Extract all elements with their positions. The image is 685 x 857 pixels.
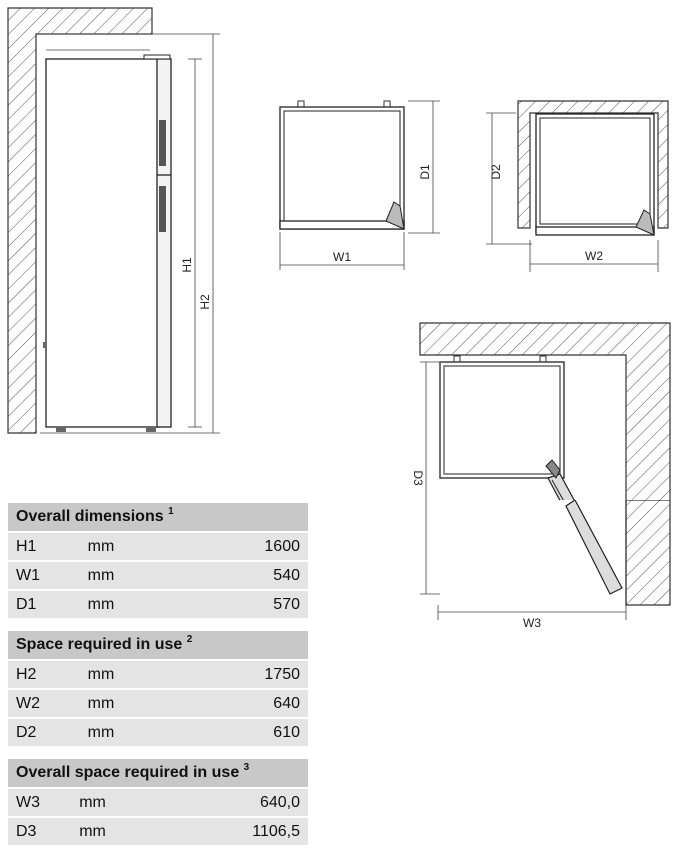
row-label: W1 — [8, 561, 80, 590]
fridge-door-side — [157, 59, 171, 427]
row-value: 1106,5 — [207, 817, 308, 846]
overall-space-table — [8, 759, 308, 847]
table-row — [8, 788, 308, 817]
row-label: W3 — [8, 788, 71, 817]
row-label: D3 — [8, 817, 71, 846]
row-value: 540 — [216, 561, 308, 590]
row-label: W2 — [8, 689, 80, 718]
footnote-marker: 2 — [186, 634, 193, 645]
row-value: 570 — [216, 590, 308, 619]
table-title: Overall dimensions — [16, 508, 164, 525]
footnote-marker: 3 — [243, 762, 250, 773]
table-row — [8, 660, 308, 689]
footnote-marker: 1 — [168, 506, 174, 517]
row-value: 610 — [216, 718, 308, 747]
row-value: 1600 — [216, 532, 308, 561]
row-unit: mm — [71, 817, 207, 846]
top-view-1 — [280, 101, 440, 270]
row-label: D1 — [8, 590, 80, 619]
row-unit: mm — [80, 561, 216, 590]
row-unit: mm — [80, 590, 216, 619]
row-value: 1750 — [216, 660, 308, 689]
table-row — [8, 718, 308, 747]
table-row — [8, 561, 308, 590]
label-D2: D2 — [489, 164, 503, 180]
table-title: Overall space required in use — [16, 764, 240, 781]
row-unit: mm — [80, 660, 216, 689]
table-row — [8, 590, 308, 619]
top-handle — [159, 120, 166, 166]
table-header — [8, 631, 308, 660]
label-H1: H1 — [180, 257, 194, 273]
row-label: H1 — [8, 532, 80, 561]
fridge-body-top — [280, 107, 404, 229]
row-unit: mm — [71, 788, 207, 817]
label-D3: D3 — [411, 470, 425, 486]
label-W3: W3 — [523, 616, 541, 630]
label-W2: W2 — [585, 249, 603, 263]
table-title: Space required in use — [16, 636, 183, 653]
row-value: 640,0 — [207, 788, 308, 817]
row-label: D2 — [8, 718, 80, 747]
label-H2: H2 — [198, 294, 212, 310]
row-unit: mm — [80, 532, 216, 561]
label-D1: D1 — [418, 164, 432, 180]
row-unit: mm — [80, 718, 216, 747]
fridge-body — [46, 59, 160, 427]
top-view-2 — [486, 101, 668, 272]
bottom-handle — [159, 186, 166, 232]
space-required-table — [8, 631, 308, 748]
label-W1: W1 — [333, 250, 351, 264]
fridge-body-corner — [440, 362, 564, 478]
row-unit: mm — [80, 689, 216, 718]
table-row — [8, 817, 308, 846]
door-open-large — [548, 474, 622, 500]
overall-dimensions-table — [8, 503, 308, 620]
row-value: 640 — [216, 689, 308, 718]
table-header — [8, 759, 308, 788]
table-row — [8, 532, 308, 561]
row-label: H2 — [8, 660, 80, 689]
front-view — [8, 8, 220, 433]
table-header — [8, 503, 308, 532]
top-view-3 — [411, 323, 670, 500]
table-row — [8, 689, 308, 718]
